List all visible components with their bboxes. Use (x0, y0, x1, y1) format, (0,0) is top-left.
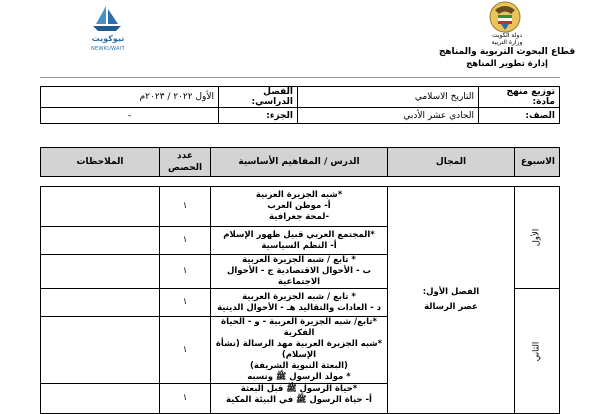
info-table (40, 86, 560, 124)
lesson-line: -لمحة جغرافية (269, 212, 329, 222)
subject-label: توزيع منهج مادة: (479, 87, 560, 108)
schedule-table (40, 186, 560, 414)
lesson-line: أ- النظم السياسية (261, 240, 337, 251)
notes-cell (41, 227, 160, 255)
lesson-line: (البعثة النبوية الشريفة) (250, 361, 348, 371)
lesson-line: * تابع / شبه الجزيرة العربية (242, 255, 356, 265)
lesson-cell (211, 384, 388, 414)
department-name: إدارة تطوير المناهج (466, 59, 548, 69)
lesson-line: * مولد الرسول ﷺ ونسبه (247, 372, 351, 382)
term-label: الفصل الدراسي: (219, 87, 298, 108)
header-lesson: الدرس / المفاهيم الأساسية (211, 148, 388, 177)
part-label: الجزء: (219, 108, 298, 124)
notes-cell (41, 289, 160, 317)
notes-cell (41, 317, 160, 384)
week-1-cell (515, 187, 560, 289)
periods-cell: ١ (160, 384, 211, 414)
lesson-line: *المجتمع العربي قبيل ظهور الإسلام (223, 229, 375, 240)
lesson-cell (211, 187, 388, 227)
lesson-line: * تابع / شبه الجزيرة العربية (242, 291, 356, 302)
schedule-header (40, 147, 560, 177)
periods-cell: ١ (160, 227, 211, 255)
logo-text: نيوكويت (91, 34, 125, 43)
lesson-line: أ- موطن العرب (267, 201, 331, 211)
header-periods-line2: الحصص (167, 163, 203, 173)
lesson-line: أ- حياة الرسول ﷺ في البيئة المكية (226, 395, 372, 405)
term-value: الأول ٢٠٢٢ / ٢٠٢٣م (41, 87, 219, 108)
header-week: الاسبوع (515, 148, 560, 177)
notes-cell (41, 187, 160, 227)
lesson-line: *حياة الرسول ﷺ قبل البعثة (240, 384, 358, 394)
lesson-line: *شبه الجزيرة العربية (255, 190, 343, 200)
grade-label: الصف: (479, 108, 560, 124)
header-domain: المجال (388, 148, 515, 177)
domain-line-1: الفصل الأول: (422, 287, 480, 297)
logo-subtext: NEWKUWAIT (91, 46, 125, 52)
ministry-line-1: دولة الكويت (492, 32, 522, 39)
header-notes: الملاحظات (41, 148, 160, 177)
periods-cell: ١ (160, 187, 211, 227)
header-periods-line1: عدد (177, 151, 193, 161)
week-2-cell (515, 289, 560, 414)
header-periods (160, 148, 211, 177)
ministry-line-2: وزارة التربية (491, 39, 523, 46)
periods-cell: ١ (160, 289, 211, 317)
lesson-line: ب - الأحوال الاقتصادية ج - الأحوال الاجتماعية (226, 266, 371, 287)
ministry-header (432, 0, 582, 72)
lesson-cell (211, 317, 388, 384)
periods-cell: ١ (160, 317, 211, 384)
lesson-cell (211, 255, 388, 289)
grade-value: الحادي عشر الأدبي (298, 108, 479, 124)
lesson-line: *تابع/ شبه الجزيرة العربية - و - الحياة الفكرية (221, 317, 377, 338)
domain-cell (388, 187, 515, 414)
notes-cell (41, 384, 160, 414)
periods-cell: ١ (160, 255, 211, 289)
week-2-label: الثاني (531, 341, 542, 361)
sailboat-icon (90, 4, 124, 34)
subject-value: التاريخ الاسلامي (298, 87, 479, 108)
notes-cell (41, 255, 160, 289)
newkuwait-logo (78, 4, 138, 60)
header-divider (40, 77, 560, 78)
table-row (41, 187, 560, 227)
lesson-cell (211, 227, 388, 255)
domain-line-2: عصر الرسالة (424, 302, 478, 312)
kuwait-emblem-icon (487, 0, 523, 34)
part-value: - (41, 108, 219, 124)
week-1-label: الأول (531, 228, 542, 247)
sector-name: قطاع البحوث التربوية والمناهج (438, 47, 576, 57)
lesson-line: د - العادات والتقاليد هـ - الأحوال الدينية (217, 302, 381, 313)
lesson-cell (211, 289, 388, 317)
lesson-line: *شبه الجزيرة العربية مهد الرسالة (نشأة الإسلام) (215, 339, 383, 360)
